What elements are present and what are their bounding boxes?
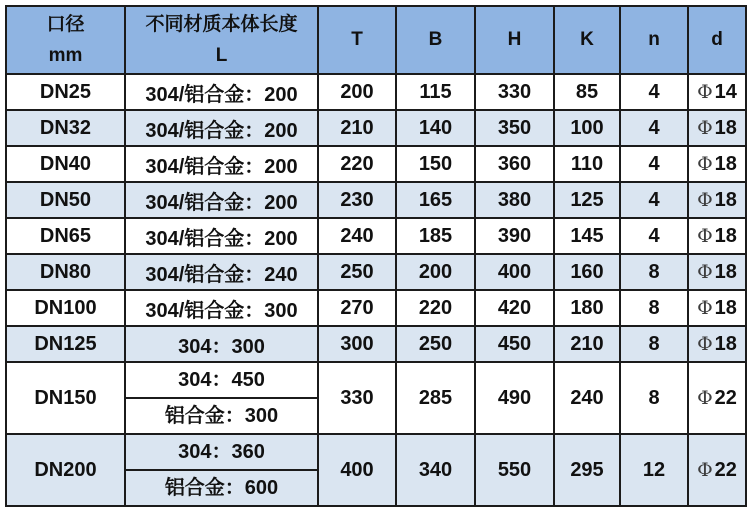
phi-symbol: Φ xyxy=(697,224,713,247)
d-cell xyxy=(688,74,746,110)
table-header xyxy=(6,6,746,74)
length-cell: 304/铝合金：200 xyxy=(125,218,318,254)
d-value: 18 xyxy=(714,296,737,319)
column-header-length xyxy=(125,6,318,74)
b-cell: 150 xyxy=(396,146,475,182)
table-row-dn65 xyxy=(6,218,746,254)
d-value: 22 xyxy=(714,458,737,481)
diameter-cell: DN100 xyxy=(6,290,125,326)
k-cell: 110 xyxy=(554,146,620,182)
length-variant: 铝合金：600 xyxy=(164,477,279,499)
h-cell: 400 xyxy=(475,254,554,290)
b-cell: 165 xyxy=(396,182,475,218)
d-cell xyxy=(688,434,746,506)
n-cell: 4 xyxy=(620,218,688,254)
header-row xyxy=(6,6,746,74)
dimension-spec-table xyxy=(5,5,747,507)
k-cell: 100 xyxy=(554,110,620,146)
table-row-dn200 xyxy=(6,434,746,506)
t-cell: 200 xyxy=(318,74,396,110)
b-cell: 115 xyxy=(396,74,475,110)
d-value: 18 xyxy=(714,260,737,283)
n-cell: 12 xyxy=(620,434,688,506)
table-row-dn80 xyxy=(6,254,746,290)
b-cell: 200 xyxy=(396,254,475,290)
column-header-d xyxy=(688,6,746,74)
k-cell: 180 xyxy=(554,290,620,326)
length-cell xyxy=(125,362,318,434)
n-cell: 8 xyxy=(620,254,688,290)
t-cell: 240 xyxy=(318,218,396,254)
phi-symbol: Φ xyxy=(697,458,713,481)
phi-symbol: Φ xyxy=(697,152,713,175)
phi-symbol: Φ xyxy=(697,188,713,211)
column-header-line: n xyxy=(648,29,660,51)
table-row-dn125 xyxy=(6,326,746,362)
d-cell xyxy=(688,254,746,290)
n-cell: 8 xyxy=(620,326,688,362)
k-cell: 85 xyxy=(554,74,620,110)
t-cell: 220 xyxy=(318,146,396,182)
column-header-line: H xyxy=(507,29,522,51)
d-cell xyxy=(688,362,746,434)
table-row-dn32 xyxy=(6,110,746,146)
k-cell: 125 xyxy=(554,182,620,218)
n-cell: 4 xyxy=(620,74,688,110)
length-cell: 304/铝合金：300 xyxy=(125,290,318,326)
diameter-cell: DN125 xyxy=(6,326,125,362)
h-cell: 490 xyxy=(475,362,554,434)
t-cell: 250 xyxy=(318,254,396,290)
length-variant: 304：360 xyxy=(126,435,317,471)
diameter-cell: DN65 xyxy=(6,218,125,254)
length-cell: 304/铝合金：200 xyxy=(125,74,318,110)
n-cell: 8 xyxy=(620,290,688,326)
table-row-dn150 xyxy=(6,362,746,434)
column-header-line: mm xyxy=(48,45,83,66)
column-header-line: d xyxy=(711,29,723,51)
b-cell: 340 xyxy=(396,434,475,506)
h-cell: 390 xyxy=(475,218,554,254)
length-variant: 304：450 xyxy=(126,363,317,399)
table-body xyxy=(6,74,746,506)
table-row-dn25 xyxy=(6,74,746,110)
k-cell: 210 xyxy=(554,326,620,362)
k-cell: 295 xyxy=(554,434,620,506)
length-cell xyxy=(125,434,318,506)
t-cell: 400 xyxy=(318,434,396,506)
length-cell: 304：300 xyxy=(125,326,318,362)
d-value: 18 xyxy=(714,332,737,355)
d-cell xyxy=(688,110,746,146)
b-cell: 220 xyxy=(396,290,475,326)
phi-symbol: Φ xyxy=(697,260,713,283)
d-value: 18 xyxy=(714,188,737,211)
table-row-dn100 xyxy=(6,290,746,326)
t-cell: 230 xyxy=(318,182,396,218)
column-header-t xyxy=(318,6,396,74)
t-cell: 270 xyxy=(318,290,396,326)
column-header-h xyxy=(475,6,554,74)
phi-symbol: Φ xyxy=(697,80,713,103)
column-header-line: T xyxy=(351,29,363,51)
n-cell: 8 xyxy=(620,362,688,434)
length-cell: 304/铝合金：200 xyxy=(125,146,318,182)
t-cell: 300 xyxy=(318,326,396,362)
n-cell: 4 xyxy=(620,182,688,218)
diameter-cell: DN25 xyxy=(6,74,125,110)
diameter-cell: DN40 xyxy=(6,146,125,182)
diameter-cell: DN150 xyxy=(6,362,125,434)
phi-symbol: Φ xyxy=(697,332,713,355)
column-header-line: 不同材质本体长度 xyxy=(145,13,298,35)
t-cell: 330 xyxy=(318,362,396,434)
h-cell: 350 xyxy=(475,110,554,146)
table-row-dn50 xyxy=(6,182,746,218)
t-cell: 210 xyxy=(318,110,396,146)
n-cell: 4 xyxy=(620,146,688,182)
column-header-k xyxy=(554,6,620,74)
k-cell: 160 xyxy=(554,254,620,290)
diameter-cell: DN32 xyxy=(6,110,125,146)
column-header-line: 口径 xyxy=(46,13,85,35)
phi-symbol: Φ xyxy=(697,386,713,409)
phi-symbol: Φ xyxy=(697,296,713,319)
d-cell xyxy=(688,218,746,254)
b-cell: 185 xyxy=(396,218,475,254)
column-header-line: L xyxy=(215,45,228,66)
d-value: 14 xyxy=(714,80,737,103)
k-cell: 240 xyxy=(554,362,620,434)
d-value: 18 xyxy=(714,224,737,247)
phi-symbol: Φ xyxy=(697,116,713,139)
h-cell: 380 xyxy=(475,182,554,218)
h-cell: 330 xyxy=(475,74,554,110)
length-cell: 304/铝合金：200 xyxy=(125,182,318,218)
b-cell: 140 xyxy=(396,110,475,146)
h-cell: 550 xyxy=(475,434,554,506)
table-row-dn40 xyxy=(6,146,746,182)
n-cell: 4 xyxy=(620,110,688,146)
h-cell: 360 xyxy=(475,146,554,182)
length-cell: 304/铝合金：200 xyxy=(125,110,318,146)
column-header-line: K xyxy=(580,29,594,51)
d-cell xyxy=(688,182,746,218)
d-cell xyxy=(688,146,746,182)
b-cell: 250 xyxy=(396,326,475,362)
column-header-line: B xyxy=(428,29,443,51)
diameter-cell: DN200 xyxy=(6,434,125,506)
h-cell: 450 xyxy=(475,326,554,362)
h-cell: 420 xyxy=(475,290,554,326)
column-header-diameter xyxy=(6,6,125,74)
length-cell: 304/铝合金：240 xyxy=(125,254,318,290)
b-cell: 285 xyxy=(396,362,475,434)
d-value: 18 xyxy=(714,152,737,175)
diameter-cell: DN50 xyxy=(6,182,125,218)
d-value: 22 xyxy=(714,386,737,409)
d-value: 18 xyxy=(714,116,737,139)
k-cell: 145 xyxy=(554,218,620,254)
length-variant: 铝合金：300 xyxy=(164,405,279,427)
column-header-n xyxy=(620,6,688,74)
column-header-b xyxy=(396,6,475,74)
d-cell xyxy=(688,290,746,326)
diameter-cell: DN80 xyxy=(6,254,125,290)
d-cell xyxy=(688,326,746,362)
